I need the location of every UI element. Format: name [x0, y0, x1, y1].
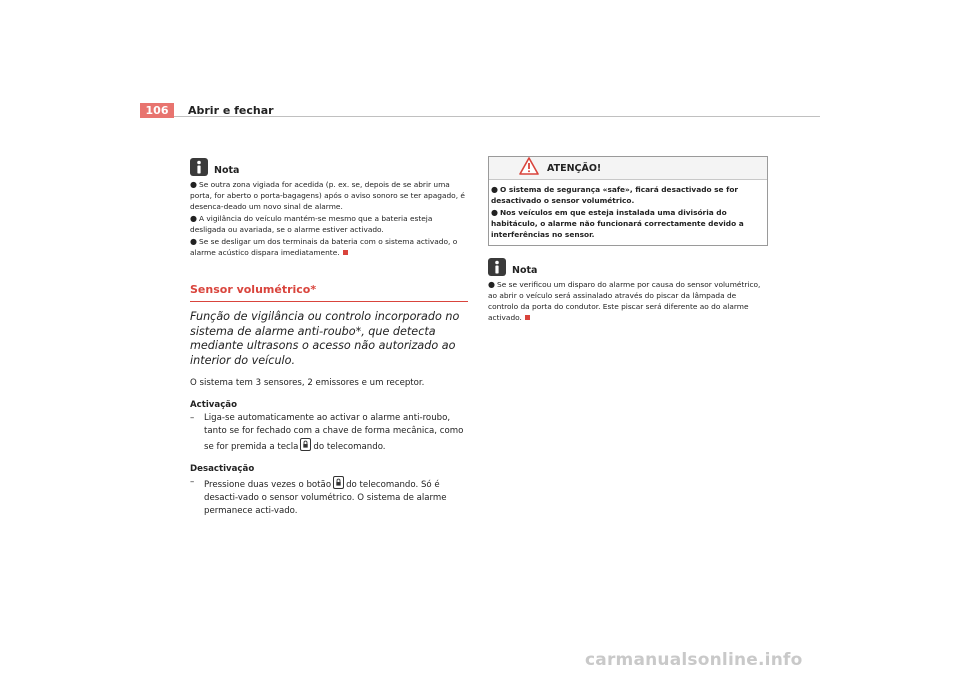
- section-body: [190, 377, 468, 518]
- info-icon: [190, 158, 208, 176]
- section-title: Sensor volumétrico*: [190, 283, 317, 296]
- lock-key-icon: [333, 476, 344, 489]
- list-item: ● Se se desligar um dos terminais da bateria com o sistema activado, o alarme acústico dispara imediatamente.: [190, 237, 458, 257]
- right-column: [488, 156, 766, 324]
- note-title: Nota: [512, 265, 538, 276]
- warning-title: ATENÇÃO!: [547, 162, 602, 174]
- note-heading: [190, 156, 468, 176]
- bullet-icon: ●: [488, 280, 495, 289]
- lock-key-icon: [300, 438, 311, 451]
- left-column: [190, 156, 468, 518]
- list-item: – Pressione duas vezes o botão do telecomando. Só é desacti-vado o sensor volumétrico. O sistema de alarme permanece acti-vado.: [190, 477, 447, 516]
- activation-heading: Activação: [190, 400, 237, 410]
- note-list: [190, 179, 468, 258]
- warning-box: [488, 156, 768, 246]
- note-list: [488, 279, 766, 323]
- list-item: ● Se se verificou um disparo do alarme por causa do sensor volumétrico, ao abrir o veículo será assinalado através do piscar da lâmpada de controlo da porta do condutor. Este piscar será diferente ao do alarme activado.: [488, 280, 761, 322]
- bullet-icon: ●: [190, 180, 197, 189]
- list-item: ● Nos veículos em que esteja instalada uma divisória do habitáculo, o alarme não funcionará correctamente devido a interferências no sensor.: [491, 208, 744, 239]
- info-icon: [488, 258, 506, 276]
- list-item: – Liga-se automaticamente ao activar o alarme anti-roubo, tanto se for fechado com a chave de forma mecânica, como se for premida a tecla do telecomando.: [190, 413, 464, 452]
- warning-heading: [489, 157, 767, 180]
- bullet-icon: ●: [190, 237, 197, 246]
- deactivation-heading: Desactivação: [190, 464, 255, 474]
- section-rule: [190, 301, 468, 302]
- list-item: ● A vigilância do veículo mantém-se mesmo que a bateria esteja desligada ou avariada, se o alarme estiver activado.: [190, 214, 433, 234]
- list-item: ● O sistema de segurança «safe», ficará desactivado se for desactivado o sensor volumétrico.: [491, 185, 739, 205]
- bullet-icon: ●: [491, 208, 498, 217]
- warning-list: [489, 180, 767, 240]
- warning-icon: [519, 157, 539, 179]
- note-heading: [488, 256, 766, 276]
- chapter-title: Abrir e fechar: [188, 104, 274, 117]
- bullet-icon: ●: [491, 185, 498, 194]
- watermark: carmanualsonline.info: [585, 650, 803, 670]
- end-marker-icon: [343, 250, 348, 255]
- bullet-icon: ●: [190, 214, 197, 223]
- section: [190, 283, 468, 518]
- end-marker-icon: [525, 315, 530, 320]
- note-block: [488, 256, 766, 323]
- section-lead: Função de vigilância ou controlo incorporado no sistema de alarme anti-roubo*, que detecta mediante ultrasons o acesso não autorizado ao interior do veículo.: [190, 310, 460, 367]
- page-number: 106: [140, 103, 174, 118]
- intro-text: O sistema tem 3 sensores, 2 emissores e um receptor.: [190, 378, 425, 388]
- note-title: Nota: [214, 165, 240, 176]
- list-item: ● Se outra zona vigiada for acedida (p. ex. se, depois de se abrir uma porta, for aberto o porta-bagagens) após o aviso sonoro se ter apagado, é desenca-deado um novo sinal de alarme.: [190, 180, 465, 211]
